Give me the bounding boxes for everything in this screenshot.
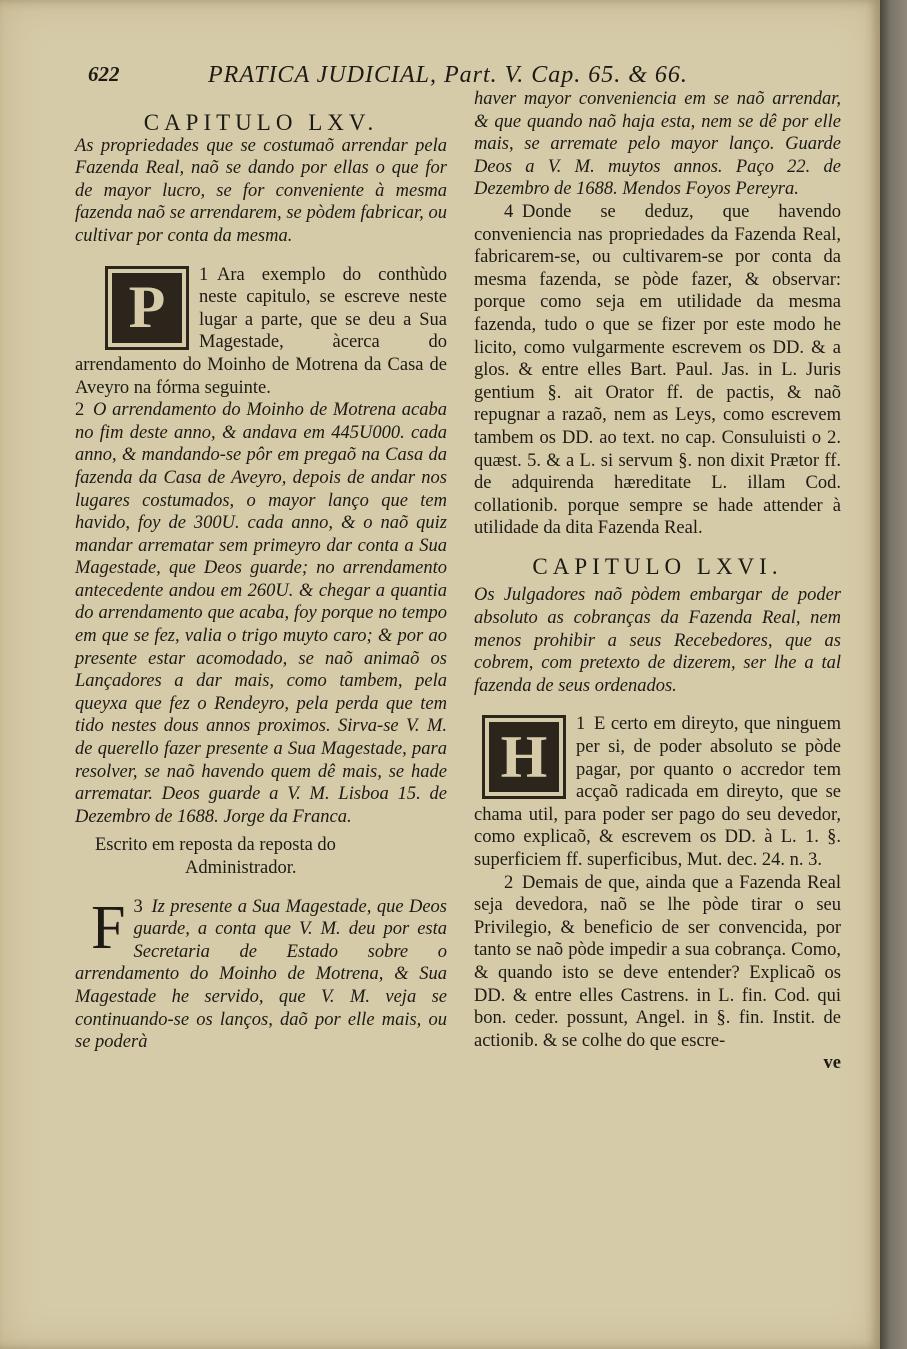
paragraph-1	[75, 264, 447, 400]
paragraph-2	[75, 399, 447, 828]
paragraph-number: 2	[504, 872, 514, 893]
running-title: PRATICA JUDICIAL, Part. V. Cap. 65. & 66.	[208, 62, 688, 88]
page-edge-shadow	[880, 0, 907, 1349]
paragraph-text: O arrendamento do Moinho de Motrena acaba no fim deste anno, & andava em 445U000. cada anno, & mandando-se pôr em pregaõ na Casa da fazenda da Casa de Aveyro, depois de andar nos lugares costumados, o mayor lanço que tem havido, foy de 300U. cada anno, & o naõ quiz mandar arrematar sem primeyro dar conta a Sua Magestade, que Deos guarde; no arrendamento antecedente andou em 260U. & chegar a quantia do arrendamento que acaba, foy porque no tempo em que se fez, valia o trigo muyto caro; & por ao presente estar acomodado, se naõ animaõ os Lançadores a dar mais, como tambem, pela queyxa que fez o Rendeyro, pela perda que tem tido nestes dous annos proximos. Sirva-se V. M. de querello fazer presente a Sua Magestade, para resolver, se naõ havendo quem dê mais, se hade arrematar. Deos guarde a V. M. Lisboa 15. de Dezembro de 1688. Jorge da Franca.	[75, 400, 447, 827]
chapter-summary-66: Os Julgadores naõ pòdem embargar de poder absoluto as cobranças da Fazenda Real, nem menos prohibir a seus Recebedores, que as cobrem, com pretexto de dizerem, ser lhe a tal fazenda de seus ordenados.	[474, 585, 841, 696]
reply-heading	[75, 834, 447, 879]
paragraph-number: 2	[75, 400, 85, 421]
paragraph-3-continued: haver mayor conveniencia em se naõ arrendar, & que quando naõ haja esta, nem se dê por elle mais, se arremate pelo mayor lanço. Guarde Deos a V. M. muytos annos. Paço 22. de Dezembro de 1688. Mendos Foyos Pereyra.	[474, 89, 841, 200]
paragraph-text: Iz presente a Sua Magestade, que Deos guarde, a conta que V. M. deu por esta Secretaria de Estado sobre o arrendamento do Moinho de Motrena, & Sua Magestade he servido, que V. M. veja se continuando-se os lanços, daõ por elle mais, ou se poderà	[75, 896, 447, 1053]
chapter-summary-65: As propriedades que se costumaõ arrendar pela Fazenda Real, naõ se dando por ellas o que for de mayor lucro, se for conveniente à mesma fazenda naõ se arrendarem, se pòdem fabricar, ou cultivar por conta da mesma.	[75, 135, 447, 246]
paragraph-number: 1	[576, 714, 586, 735]
drop-cap-p: P	[105, 266, 189, 350]
paragraph-2-ch66	[474, 872, 841, 1053]
chapter-title-66: CAPITULO LXVI.	[532, 553, 783, 579]
reply-line-2: Administrador.	[185, 858, 297, 878]
drop-cap-h: H	[482, 715, 566, 799]
left-column	[75, 112, 447, 1054]
paragraph-number: 3	[133, 896, 143, 917]
drop-cap-f: F	[91, 893, 126, 962]
page-number: 622	[88, 62, 120, 86]
paragraph-3	[75, 893, 447, 1054]
paragraph-number: 1	[199, 264, 209, 285]
catchword: ve	[823, 1053, 841, 1074]
paragraph-number: 4	[504, 201, 514, 222]
paragraph-1-ch66	[474, 713, 841, 871]
paragraph-text: Ara exemplo do conthùdo neste capitulo, se escreve neste lugar a parte, que se deu a Sua Magestade, àcerca do arrendamento do Moinho de Motrena da Casa de Aveyro na fórma seguinte.	[75, 264, 447, 398]
paragraph-text: Demais de que, ainda que a Fazenda Real seja devedora, naõ se lhe pòde tirar o seu Privilegio, & beneficio de ser convencida, por tanto se naõ pòde impedir a sua cobrança. Como, & quando isto se deve entender? Explicaõ os DD. & entre elles Castrens. in L. fin. Cod. qui bon. ceder. possunt, Angel. in §. fin. Instit. de actionib. & se colhe do que escre-	[474, 872, 841, 1051]
paragraph-text: Donde se deduz, que havendo conveniencia nas propriedades da Fazenda Real, fabricarem-se, ou cultivarem-se por conta da mesma fazenda, se pòde fazer, & observar: porque como seja em utilidade da mesma fazenda, tudo o que se fizer por este modo he licito, como vulgarmente escrevem os DD. & a glos. & entre elles Bart. Paul. Jas. in L. Juris gentium §. ait Orator ff. de pactis, & naõ repugnar a razaõ, nem as Leys, como escrevem tambem os DD. ao text. no cap. Consuluisti o 2. quæst. 5. & a L. si servum §. non dixit Prætor ff. de adquirenda hæreditate L. illam Cod. collationib. porque sempre se hade attender à utilidade da dita Fazenda Real.	[474, 201, 841, 539]
right-column	[474, 88, 841, 1075]
reply-line-1: Escrito em reposta da reposta do	[95, 835, 336, 856]
chapter-title-65: CAPITULO LXV.	[143, 110, 379, 135]
paragraph-4	[474, 201, 841, 540]
paragraph-text: E certo em direyto, que ninguem per si, de poder absoluto se pòde pagar, por quanto o accredor tem acçaõ radicada em direyto, que se chama util, para poder ser pago do seu devedor, como explicaõ, & escrevem os DD. à L. 1. §. superficiem ff. superficibus, Mut. dec. 24. n. 3.	[474, 714, 841, 870]
